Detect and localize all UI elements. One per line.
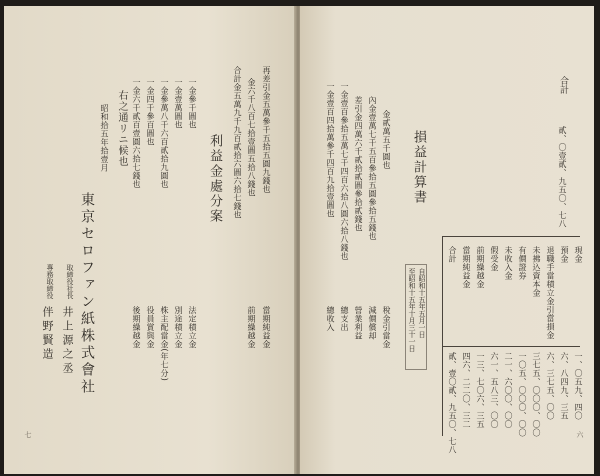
allocation-label: 法定積立金 — [188, 306, 197, 349]
debit-line: 差引金四萬六千貳拾貳圓參拾貳錢也 — [354, 96, 363, 232]
debit-label: 稅金引當金 — [382, 306, 391, 349]
section-title: 損益計算書 — [411, 130, 426, 205]
row-label: 未拂込資本金 — [532, 246, 541, 297]
company-name: 東京セロファン紙株式會社 — [79, 192, 95, 396]
debit-label: 總收入 — [326, 306, 335, 332]
row-value: 二一、六〇〇、〇〇 — [504, 352, 513, 429]
allocation-label: 株主配當金(年七分) — [160, 306, 169, 382]
row-label: 預金 — [560, 246, 569, 263]
period-label: 當期純益金 — [262, 306, 271, 349]
debit-label: 營業利益 — [354, 306, 363, 340]
table-header: 合計 — [448, 246, 457, 263]
table-rule — [442, 236, 580, 237]
section-title: 利益金處分案 — [207, 134, 222, 224]
allocation-line: 一金參千圓也 — [188, 78, 197, 129]
grand-total-label: 合計 — [558, 76, 568, 94]
total-amount: 貳、壹〇貳、九五〇、七八 — [448, 352, 457, 454]
period-from: 自昭和十五年五月一日 — [418, 268, 426, 338]
signatory-name: 井上源之丞 — [61, 306, 74, 376]
row-label: 現金 — [574, 246, 583, 263]
allocation-line: 一金參萬八千六百貳拾九圓也 — [160, 78, 169, 189]
debit-line: 內金壹萬七千五百參拾五圓參拾五錢也 — [368, 96, 377, 241]
debit-line: 一金壹百參拾五萬七千四百六拾八圓六拾八錢也 — [340, 82, 349, 261]
page-number: 六 — [576, 431, 584, 438]
text-line: 再差引金五萬參千五拾五圓九錢也 — [262, 66, 271, 194]
row-value: 三七五、〇〇〇、〇〇 — [532, 352, 541, 437]
allocation-line: 一金四千參百圓也 — [146, 78, 155, 146]
closing-text: 右之通リニ候也 — [116, 90, 127, 167]
row-label: 前期繰越金 — [476, 246, 485, 289]
grand-total-value: 貳、〇壹貳、九五〇、七八 — [558, 126, 567, 228]
row-label: 退職手當積立金引當損金 — [546, 246, 555, 340]
debit-label: 總支出 — [340, 306, 349, 332]
row-value: 一、〇五九、四〇 — [574, 352, 583, 420]
allocation-label: 役員賞與金 — [146, 306, 155, 349]
signatory-role: 取締役社長 — [66, 264, 74, 299]
row-value: 六、八四九、三五 — [560, 352, 569, 420]
left-page — [4, 6, 296, 474]
row-label: 有價證券 — [518, 246, 527, 280]
text-line: 金六千八百七拾壹圓五拾八錢也 — [247, 78, 256, 197]
table-rule — [442, 236, 443, 436]
row-label: 當期純益金 — [462, 246, 471, 289]
debit-label: 減價償却 — [368, 306, 377, 340]
date-text: 昭和拾五年拾壹月 — [100, 104, 109, 172]
debit-line: 一金壹百四拾萬參千四百九拾壹圓也 — [326, 82, 335, 218]
table-rule — [442, 346, 580, 347]
signatory-role: 專務取締役 — [46, 264, 54, 299]
row-value: 一三、七〇六、三五 — [476, 352, 485, 429]
row-value: 四六、二二〇、三二 — [462, 352, 471, 429]
row-value: 六一、五八三、〇〇 — [490, 352, 499, 429]
row-label: 未收入金 — [504, 246, 513, 280]
row-value: 六、三七五、〇〇 — [546, 352, 555, 420]
signatory-name: 伴野賢造 — [41, 306, 54, 362]
debit-line: 金貳萬五千圓也 — [382, 110, 391, 170]
allocation-line: 一金壹萬圓也 — [174, 78, 183, 129]
row-label: 假受金 — [490, 246, 499, 272]
allocation-line: 一金六千貳百壹圓六拾七錢也 — [132, 78, 141, 189]
period-label: 前期繰越金 — [247, 306, 256, 349]
allocation-label: 別途積立金 — [174, 306, 183, 349]
row-value: 一〇五、〇〇〇、〇〇 — [518, 352, 527, 437]
page-number: 七 — [24, 431, 32, 438]
allocation-label: 後期繰越金 — [132, 306, 141, 349]
right-page — [300, 6, 594, 474]
text-line: 合計金五萬九千九百貳拾六圓六拾七錢也 — [233, 66, 242, 219]
period-to: 至昭和十五年十月三十一日 — [408, 268, 416, 352]
